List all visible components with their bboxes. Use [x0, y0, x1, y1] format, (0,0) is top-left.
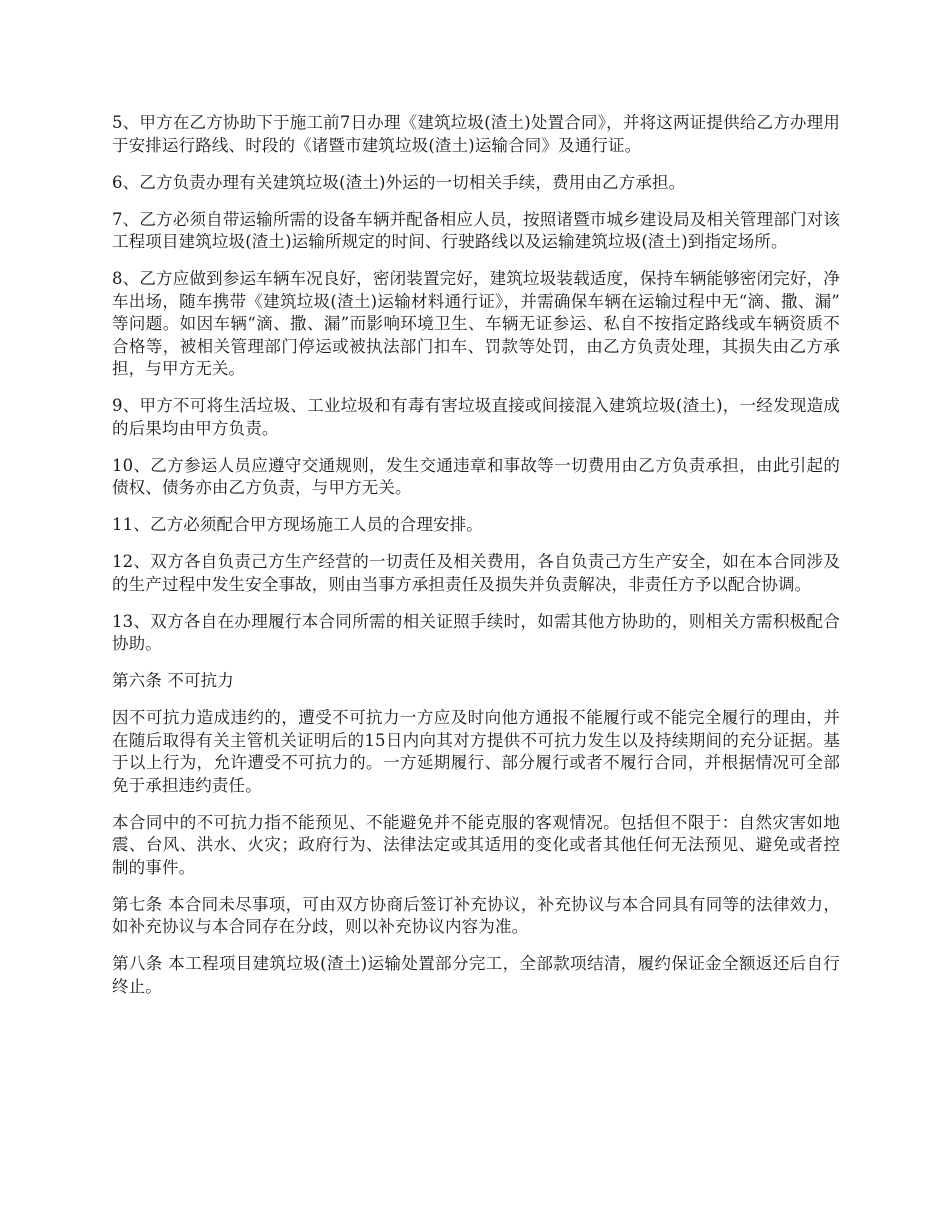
article-8: 第八条 本工程项目建筑垃圾(渣土)运输处置部分完工，全部款项结清，履约保证金全额返还后自行终止。 [112, 954, 840, 996]
force-majeure-paragraph: 因不可抗力造成违约的，遭受不可抗力一方应及时向他方通报不能履行或不能完全履行的理由，并在随后取得有关主管机关证明后的15日内向其对方提供不可抗力发生以及持续期间的充分证据。基于以上行为，允许遭受不可抗力的。一方延期履行、部分履行或者不履行合同，并根据情况可全部免于承担违约责任。 [112, 708, 840, 795]
document-body [112, 112, 840, 1013]
clause-9: 9、甲方不可将生活垃圾、工业垃圾和有毒有害垃圾直接或间接混入建筑垃圾(渣土)，一经发现造成的后果均由甲方负责。 [112, 396, 840, 438]
clause-13: 13、双方各自在办理履行本合同所需的相关证照手续时，如需其他方协助的，则相关方需积极配合协助。 [112, 611, 840, 653]
article-6-heading: 第六条 不可抗力 [112, 671, 234, 690]
clause-8: 8、乙方应做到参运车辆车况良好，密闭装置完好，建筑垃圾装载适度，保持车辆能够密闭完好，净车出场，随车携带《建筑垃圾(渣土)运输材料通行证》，并需确保车辆在运输过程中无“滴、撒、漏” 等问题。如因车辆“滴、撒、漏”而影响环境卫生、车辆无证参运、私自不按指定路线或车辆资质不合格等，被相关管理部门停运或被执法部门扣车、罚款等处罚，由乙方负责处理，其损失由乙方承担，与甲方无关。 [112, 269, 840, 378]
force-majeure-definition: 本合同中的不可抗力指不能预见、不能避免并不能克服的客观情况。包括但不限于：自然灾害如地震、台风、洪水、火灾；政府行为、法律法定或其适用的变化或者其他任何无法预见、避免或者控制的事件。 [112, 812, 840, 877]
article-7: 第七条 本合同未尽事项，可由双方协商后签订补充协议，补充协议与本合同具有同等的法律效力，如补充协议与本合同存在分歧，则以补充协议内容为准。 [112, 894, 840, 936]
clause-11: 11、乙方必须配合甲方现场施工人员的合理安排。 [112, 515, 483, 534]
clause-6: 6、乙方负责办理有关建筑垃圾(渣土)外运的一切相关手续，费用由乙方承担。 [112, 172, 686, 192]
clause-7: 7、乙方必须自带运输所需的设备车辆并配备相应人员，按照诸暨市城乡建设局及相关管理部门对该工程项目建筑垃圾(渣土)运输所规定的时间、行驶路线以及运输建筑垃圾(渣土)到指定场所。 [112, 209, 840, 251]
clause-5: 5、甲方在乙方协助下于施工前7日办理《建筑垃圾(渣土)处置合同》，并将这两证提供给乙方办理用于安排运行路线、时段的《诸暨市建筑垃圾(渣土)运输合同》及通行证。 [112, 113, 840, 155]
clause-12: 12、双方各自负责己方生产经营的一切责任及相关费用，各自负责己方生产安全，如在本合同涉及的生产过程中发生安全事故，则由当事方承担责任及损失并负责解决，非责任方予以配合协调。 [112, 552, 840, 594]
clause-10: 10、乙方参运人员应遵守交通规则，发生交通违章和事故等一切费用由乙方负责承担，由此引起的债权、债务亦由乙方负责，与甲方无关。 [112, 455, 840, 497]
